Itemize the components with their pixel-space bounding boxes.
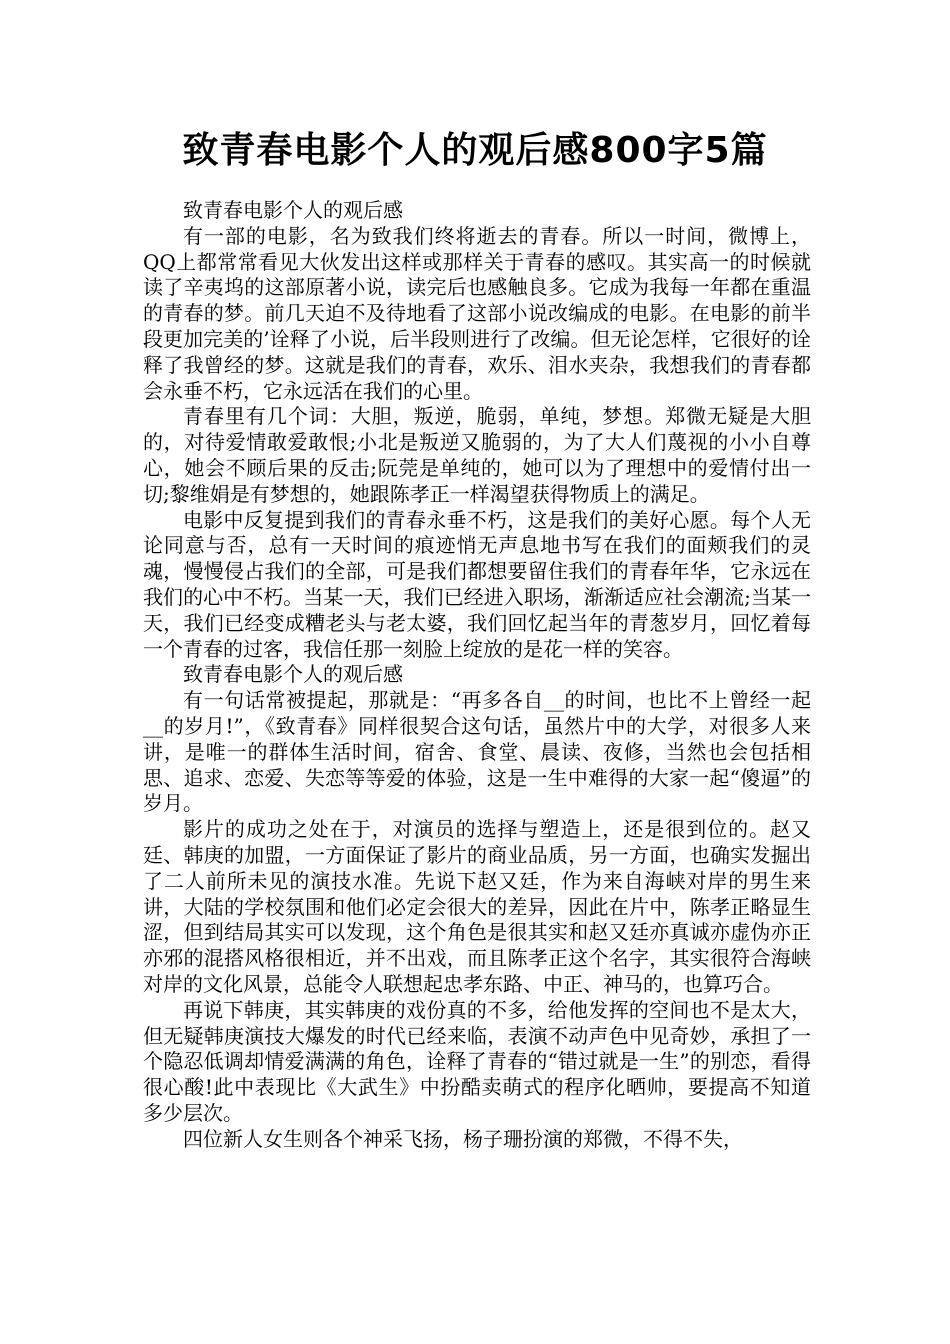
section-heading: 致青春电影个人的观后感 <box>183 662 403 687</box>
paragraph: 有一句话常被提起，那就是：“再多各自__的时间，也比不上曾经一起__的岁月!”，《致青春》同样很契合这句话，虽然片中的大学，对很多人来讲，是唯一的群体生活时间，宿舍、食堂、晨读、夜修，当然也会包括相思、追求、恋爱、失恋等等爱的体验，这是一生中难得的大家一起“傻逼”的岁月。 <box>143 688 811 816</box>
paragraph: 电影中反复提到我们的青春永垂不朽，这是我们的美好心愿。每个人无论同意与否，总有一天时间的痕迹悄无声息地书写在我们的面颊我们的灵魂，慢慢侵占我们的全部，可是我们都想要留住我们的青春年华，它永远在我们的心中不朽。当某一天，我们已经进入职场，渐渐适应社会潮流;当某一天，我们已经变成糟老头与老太婆，我们回忆起当年的青葱岁月，回忆着每一个青春的过客，我信任那一刻脸上绽放的是花一样的笑容。 <box>143 507 811 661</box>
paragraph: 青春里有几个词：大胆，叛逆，脆弱，单纯，梦想。郑微无疑是大胆的，对待爱情敢爱敢恨;小北是叛逆又脆弱的，为了大人们蔑视的小小自尊心，她会不顾后果的反击;阮莞是单纯的，她可以为了理想中的爱情付出一切;黎维娟是有梦想的，她跟陈孝正一样渴望获得物质上的满足。 <box>143 404 811 506</box>
paragraph: 四位新人女生则各个神采飞扬，杨子珊扮演的郑微，不得不失， <box>183 1126 743 1151</box>
paragraph: 影片的成功之处在于，对演员的选择与塑造上，还是很到位的。赵又廷、韩庚的加盟，一方面保证了影片的商业品质，另一方面，也确实发掘出了二人前所未见的演技水准。先说下赵又廷，作为来自海峡对岸的男生来讲，大陆的学校氛围和他们必定会很大的差异，因此在片中，陈孝正略显生涩，但到结局其实可以发现，这个角色是很其实和赵又廷亦真诚亦虚伪亦正亦邪的混搭风格很相近，并不出戏，而且陈孝正这个名字，其实很符合海峡对岸的文化风景，总能令人联想起忠孝东路、中正、神马的，也算巧合。 <box>143 817 811 996</box>
section-heading: 致青春电影个人的观后感 <box>183 198 403 222</box>
paragraph: 有一部的电影，名为致我们终将逝去的青春。所以一时间，微博上，QQ上都常常看见大伙发出这样或那样关于青春的感叹。其实高一的时候就读了辛夷坞的这部原著小说，读完后也感触良多。它成为我每一年都在重温的青春的梦。前几天迫不及待地看了这部小说改编成的电影。在电影的前半段更加完美的’诠释了小说，后半段则进行了改编。但无论怎样，它很好的诠释了我曾经的梦。这就是我们的青春，欢乐、泪水夹杂，我想我们的青春都会永垂不朽，它永远活在我们的心里。 <box>143 223 811 403</box>
document-body <box>143 198 811 1152</box>
document-title: 致青春电影个人的观后感800字5篇 <box>182 130 768 171</box>
paragraph: 再说下韩庚，其实韩庚的戏份真的不多，给他发挥的空间也不是太大，但无疑韩庚演技大爆发的时代已经来临，表演不动声色中见奇妙，承担了一个隐忍低调却情爱满满的角色，诠释了青春的“错过就是一生”的别恋，看得很心酸!此中表现比《大武生》中扮酷卖萌式的程序化晒帅，要提高不知道多少层次。 <box>143 997 811 1125</box>
